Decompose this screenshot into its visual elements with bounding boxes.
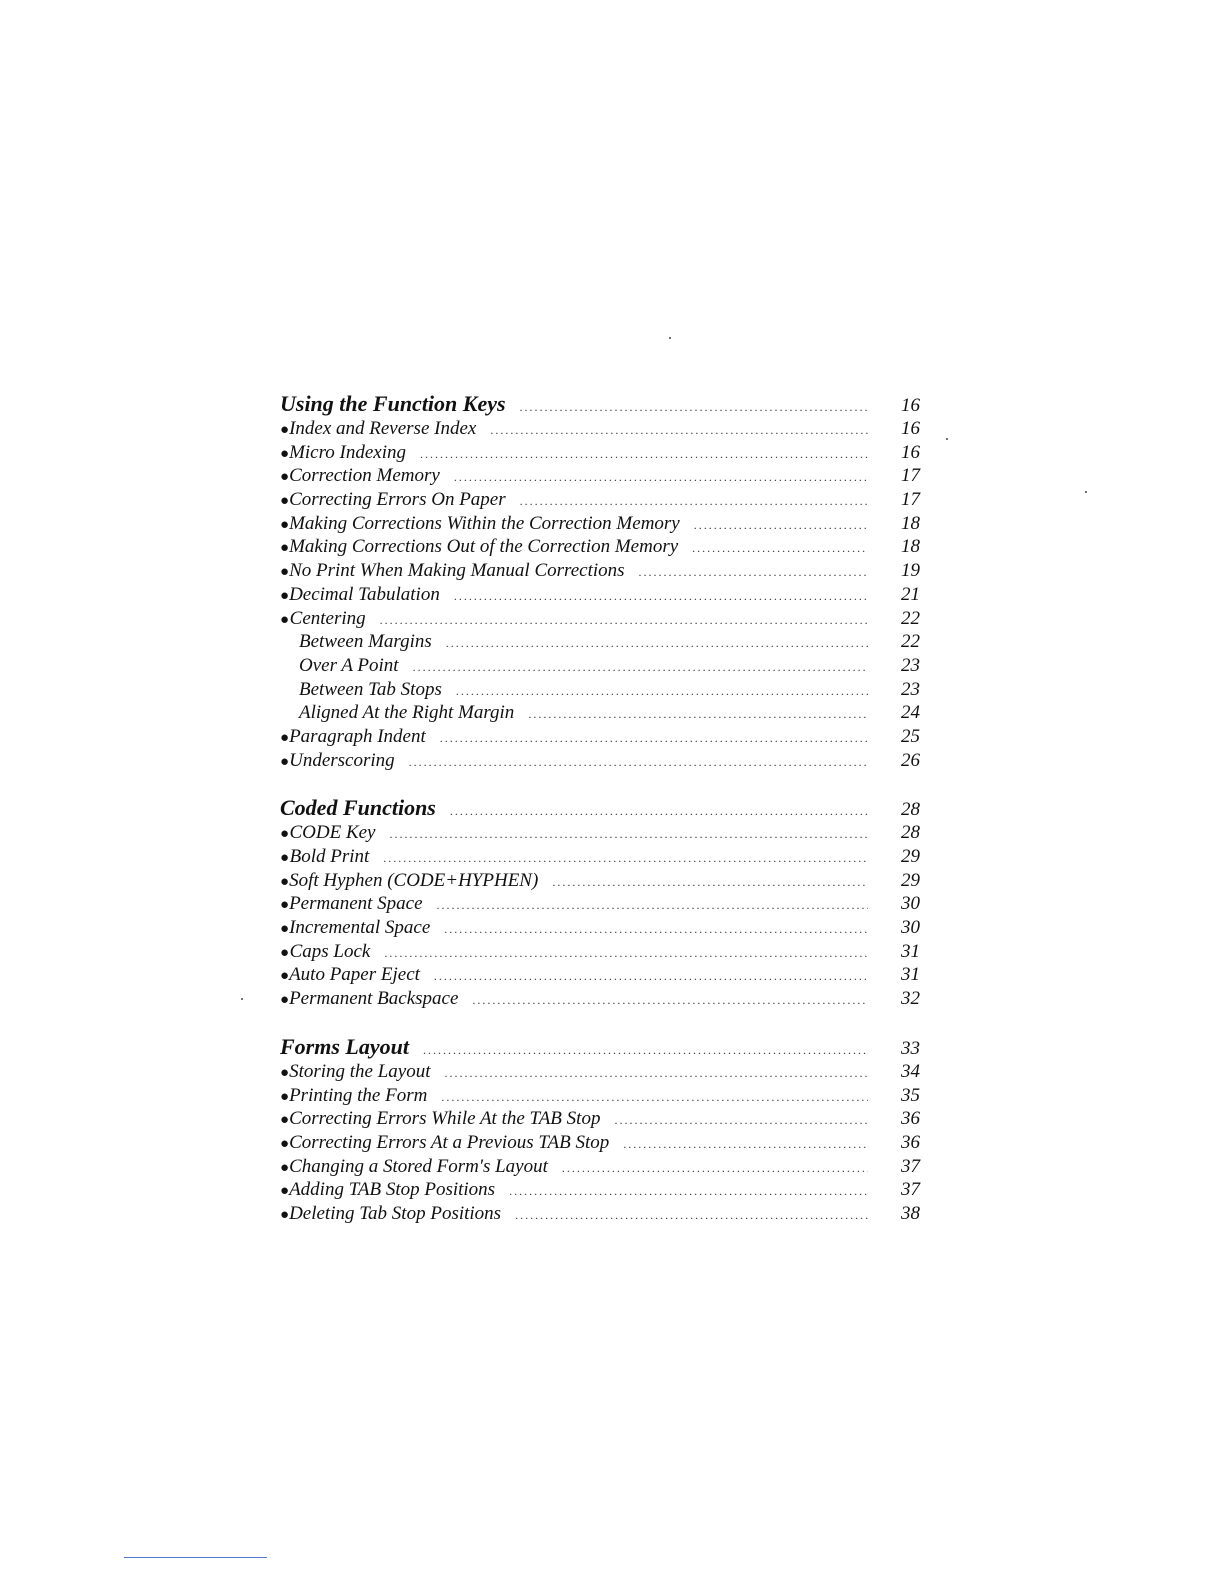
dot-leader [444, 918, 868, 942]
page-number: 36 [901, 1108, 920, 1130]
dot-leader [520, 490, 868, 514]
page-number: 29 [901, 869, 920, 891]
bullet-icon: ● [280, 611, 290, 628]
dot-leader [441, 1086, 868, 1110]
bullet-icon: ● [280, 729, 290, 746]
dot-leader [454, 466, 868, 490]
dot-leader [528, 703, 868, 727]
bullet-icon: ● [280, 493, 290, 510]
entry-label: Permanent Space [289, 893, 423, 915]
entry-label: Decimal Tabulation [289, 583, 440, 605]
toc-entry [280, 963, 920, 987]
entry-label: No Print When Making Manual Corrections [289, 560, 625, 582]
scan-speck [669, 337, 671, 339]
entry-indent [280, 703, 299, 727]
entry-indent [280, 632, 299, 656]
page-number: 29 [901, 846, 920, 867]
bullet-icon: ● [280, 968, 290, 985]
page-number: 23 [901, 678, 920, 700]
section-heading [280, 1033, 920, 1060]
page-number: 38 [901, 1202, 920, 1224]
dot-leader [409, 751, 868, 775]
toc-entry [280, 701, 920, 725]
toc-entry [280, 1084, 920, 1108]
toc-entry [280, 583, 920, 607]
footer-rule [124, 1557, 267, 1558]
entry-label: Auto Paper Eject [289, 964, 420, 986]
toc-entry [280, 892, 920, 916]
toc-entry [280, 607, 920, 631]
bullet-icon: ● [280, 944, 290, 961]
page-number: 21 [901, 583, 920, 605]
page-number: 16 [901, 418, 920, 439]
dot-leader [694, 514, 868, 538]
entry-label: Making Corrections Within the Correction Memory [289, 512, 680, 534]
entry-label: Permanent Backspace [289, 988, 459, 1010]
toc-entry [280, 441, 920, 465]
toc-entry [280, 678, 920, 702]
toc-section [280, 1033, 920, 1226]
bullet-icon: ● [280, 1112, 290, 1129]
toc-entry [280, 488, 920, 512]
page-number: 36 [901, 1131, 920, 1153]
dot-leader [623, 1133, 868, 1157]
bullet-icon: ● [280, 873, 290, 890]
toc-entry [280, 749, 920, 773]
page-number: 28 [901, 799, 920, 821]
dot-leader [520, 394, 868, 421]
dot-leader [456, 680, 868, 704]
toc-entry [280, 869, 920, 893]
page-number: 33 [901, 1037, 920, 1059]
page-number: 25 [901, 725, 920, 747]
entry-label: Correction Memory [289, 465, 440, 487]
dot-leader [454, 585, 868, 609]
bullet-icon: ● [280, 469, 290, 486]
dot-leader [437, 894, 868, 918]
bullet-icon: ● [280, 921, 290, 938]
page-number: 30 [901, 917, 920, 939]
page-number: 37 [901, 1155, 920, 1177]
page-number: 28 [901, 822, 920, 844]
bullet-icon: ● [280, 850, 290, 866]
bullet-icon: ● [280, 540, 290, 557]
bullet-icon: ● [280, 992, 290, 1009]
page-number: 17 [901, 465, 920, 487]
dot-leader [383, 847, 868, 871]
toc-entry [280, 821, 920, 845]
entry-indent [280, 656, 299, 680]
entry-label: Correcting Errors While At the TAB Stop [289, 1108, 601, 1130]
page-number: 35 [901, 1084, 920, 1106]
entry-label: Aligned At the Right Margin [299, 702, 515, 724]
toc-entry [280, 1178, 920, 1202]
page-number: 18 [901, 536, 920, 558]
entry-label: Caps Lock [289, 940, 371, 962]
dot-leader [509, 1180, 868, 1204]
dot-leader [420, 443, 868, 467]
dot-leader [450, 798, 868, 825]
toc-entry [280, 464, 920, 488]
bullet-icon: ● [280, 1206, 290, 1223]
toc-entry [280, 630, 920, 654]
dot-leader [384, 942, 868, 966]
toc-section [280, 390, 920, 772]
dot-leader [552, 871, 868, 895]
dot-leader [423, 1037, 868, 1064]
dot-leader [446, 632, 868, 656]
bullet-icon: ● [280, 753, 290, 770]
bullet-icon: ● [280, 826, 290, 843]
dot-leader [380, 609, 868, 633]
scan-speck [241, 998, 243, 1000]
dot-leader [440, 727, 868, 751]
bullet-icon: ● [280, 1064, 290, 1081]
entry-label: Bold Print [289, 846, 370, 867]
entry-label: Underscoring [289, 749, 395, 771]
table-of-contents [280, 390, 920, 1248]
dot-leader [389, 823, 868, 847]
dot-leader [490, 419, 868, 443]
toc-entry [280, 1107, 920, 1131]
toc-entry [280, 916, 920, 940]
page-number: 26 [901, 749, 920, 771]
entry-label: CODE Key [289, 822, 376, 844]
bullet-icon: ● [280, 1135, 290, 1152]
section-title: Using the Function Keys [280, 391, 506, 416]
entry-label: Adding TAB Stop Positions [289, 1179, 496, 1201]
entry-label: Deleting Tab Stop Positions [289, 1202, 502, 1224]
bullet-icon: ● [280, 897, 290, 914]
page-number: 30 [901, 893, 920, 915]
toc-entry [280, 987, 920, 1011]
bullet-icon: ● [280, 587, 290, 604]
page-number: 24 [901, 702, 920, 724]
entry-label: Between Margins [299, 631, 432, 653]
entry-indent [280, 680, 299, 704]
dot-leader [445, 1062, 868, 1086]
toc-entry [280, 654, 920, 678]
entry-label: Soft Hyphen (CODE+HYPHEN) [289, 869, 539, 891]
page-number: 34 [901, 1060, 920, 1082]
dot-leader [434, 965, 868, 989]
section-heading [280, 390, 920, 417]
entry-label: Micro Indexing [289, 441, 407, 463]
toc-entry [280, 1155, 920, 1179]
entry-label: Correcting Errors At a Previous TAB Stop [289, 1131, 610, 1153]
dot-leader [413, 656, 868, 680]
toc-section [280, 794, 920, 1011]
toc-entry [280, 845, 920, 869]
scan-speck [946, 438, 948, 440]
toc-entry [280, 512, 920, 536]
entry-label: Index and Reverse Index [289, 418, 477, 439]
page-number: 37 [901, 1179, 920, 1201]
dot-leader [639, 561, 868, 585]
page-number: 19 [901, 560, 920, 582]
page-number: 16 [901, 441, 920, 463]
entry-label: Making Corrections Out of the Correction Memory [289, 536, 679, 558]
bullet-icon: ● [280, 445, 290, 462]
page-number: 17 [901, 489, 920, 511]
bullet-icon: ● [280, 422, 290, 438]
entry-label: Paragraph Indent [289, 725, 426, 747]
entry-label: Incremental Space [289, 917, 431, 939]
entry-label: Correcting Errors On Paper [289, 489, 506, 511]
page-number: 18 [901, 512, 920, 534]
bullet-icon: ● [280, 1088, 290, 1105]
page-number: 31 [901, 964, 920, 986]
page-number: 16 [901, 395, 920, 416]
page-number: 31 [901, 940, 920, 962]
dot-leader [562, 1157, 868, 1181]
entry-label: Changing a Stored Form's Layout [289, 1155, 548, 1177]
entry-label: Between Tab Stops [299, 678, 442, 700]
entry-label: Centering [289, 607, 366, 629]
page-number: 22 [901, 607, 920, 629]
scan-speck [1085, 491, 1087, 493]
toc-entry [280, 417, 920, 441]
toc-entry [280, 1131, 920, 1155]
page-number: 23 [901, 654, 920, 676]
page-number: 22 [901, 631, 920, 653]
toc-entry [280, 940, 920, 964]
bullet-icon: ● [280, 564, 290, 581]
dot-leader [614, 1109, 868, 1133]
section-heading [280, 794, 920, 821]
page-number: 32 [901, 988, 920, 1010]
bullet-icon: ● [280, 1183, 290, 1200]
section-title: Coded Functions [280, 795, 436, 821]
entry-label: Printing the Form [289, 1084, 428, 1106]
entry-label: Storing the Layout [289, 1060, 431, 1082]
section-title: Forms Layout [280, 1033, 409, 1059]
toc-entry [280, 1060, 920, 1084]
entry-label: Over A Point [299, 654, 399, 676]
bullet-icon: ● [280, 1159, 290, 1176]
toc-entry [280, 535, 920, 559]
dot-leader [692, 537, 868, 561]
dot-leader [515, 1204, 868, 1228]
toc-entry [280, 559, 920, 583]
toc-entry [280, 1202, 920, 1226]
bullet-icon: ● [280, 516, 290, 533]
toc-entry [280, 725, 920, 749]
dot-leader [472, 989, 868, 1013]
